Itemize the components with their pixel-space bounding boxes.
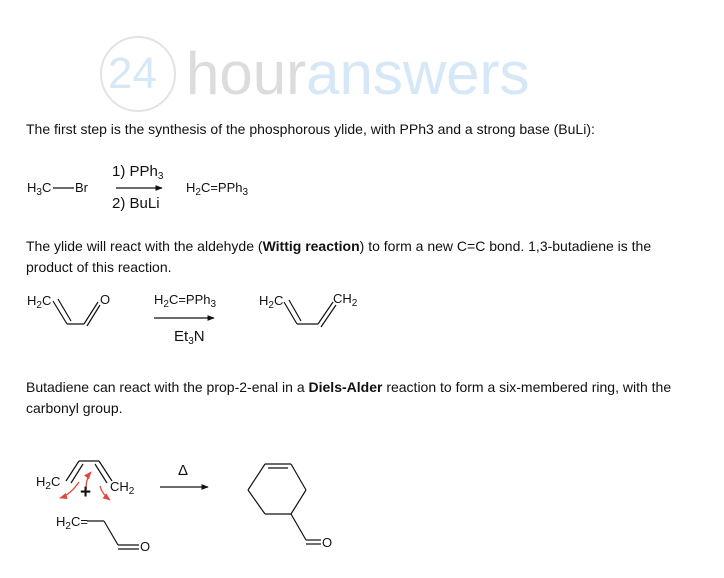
product-ch2-label: $CH_2$ (333, 291, 358, 309)
step3-paragraph: Butadiene can react with the prop-2-enal in a Diels-Alder reaction to form a six-membered ring, with the carbonyl group. (26, 379, 672, 416)
cyclohexene-carbaldehyde-structure (248, 464, 321, 544)
triethylamine-label: $Et_3N$ (174, 328, 205, 347)
heat-symbol: Δ (178, 462, 189, 479)
step1-condition-2: 2) BuLi (112, 195, 160, 212)
dienophile-h2c-label: $H_2C=$ (56, 514, 88, 532)
logo-word-hour: hour (186, 40, 307, 107)
acrolein-oxygen-label: O (100, 292, 111, 307)
product-oxygen-label: O (322, 535, 333, 550)
dienophile-oxygen-label: O (140, 539, 151, 554)
product-h2c-label: $H_2C$ (259, 293, 284, 311)
step1-paragraph: The first step is the synthesis of the phosphorous ylide, with PPh3 and a strong base (BuLi): (26, 121, 595, 137)
logo-word-answers: answers (306, 40, 530, 107)
diene-ch2-label: $CH_2$ (110, 479, 135, 497)
wittig-bold: Wittig reaction (262, 238, 360, 254)
wittig-reagent-label: $H_2C=PPh_3$ (154, 292, 217, 310)
acrolein-structure (53, 299, 100, 326)
ylide-product-label: $H_2C=PPh_3$ (186, 180, 249, 198)
electron-arrow-right (100, 486, 110, 500)
plus-sign: + (80, 482, 92, 503)
diels-alder-bold: Diels-Alder (308, 379, 383, 395)
acrolein-h2c-label: $H_2C$ (27, 293, 52, 311)
propenal-dienophile-structure (87, 521, 139, 549)
logo-number: 24 (108, 49, 157, 98)
butadiene-diene-structure (66, 461, 112, 483)
methyl-bromide-label: $H_3C$ (27, 180, 52, 198)
step1-condition-1: 1) PPh$_3$ (112, 163, 164, 182)
electron-arrow-left (60, 482, 79, 498)
butadiene-product-structure (284, 300, 336, 327)
step2-paragraph: The ylide will react with the aldehyde (Wittig reaction) to form a new C=C bond. 1,3-butadiene is the product of this reaction. (26, 238, 652, 275)
diene-h2c-label: $H_2C$ (36, 474, 61, 492)
bromine-label: Br (75, 180, 88, 195)
